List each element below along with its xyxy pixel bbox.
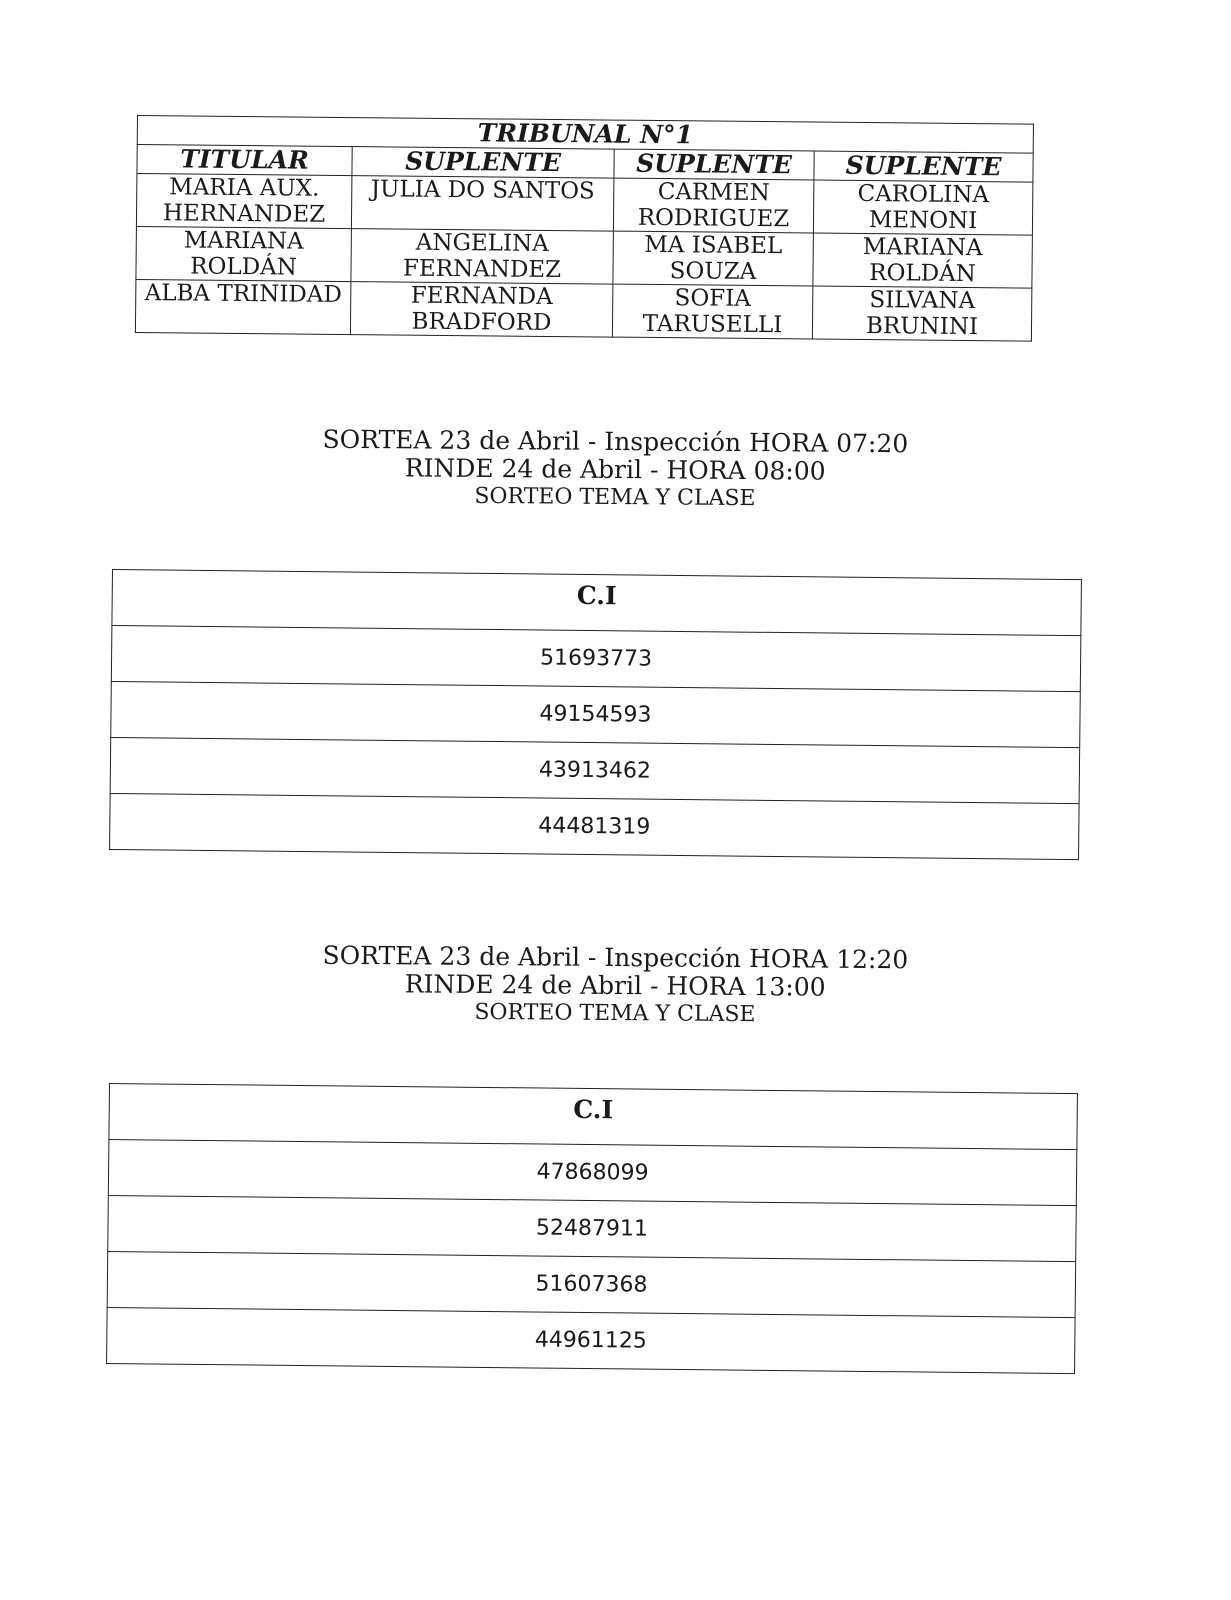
session-2-draw-line: SORTEA 23 de Abril - Inspección HORA 12:20 xyxy=(322,940,909,975)
table-cell: ALBA TRINIDAD xyxy=(135,279,350,334)
ci-value: 43913462 xyxy=(110,737,1080,803)
table-row xyxy=(110,737,1080,803)
table-cell: MA ISABEL SOUZA xyxy=(613,231,813,286)
table-row xyxy=(111,626,1081,692)
tribunal-table xyxy=(135,115,1034,342)
table-row xyxy=(108,1140,1077,1206)
header-suplente-1: SUPLENTE xyxy=(352,147,614,179)
session-1-draw-line: SORTEA 23 de Abril - Inspección HORA 07:20 xyxy=(322,424,909,459)
header-suplente-2: SUPLENTE xyxy=(614,149,814,180)
ci-value: 49154593 xyxy=(111,681,1081,747)
ci-header: C.I xyxy=(109,1084,1078,1150)
ci-value: 47868099 xyxy=(108,1140,1077,1206)
session-1-topic-line: SORTEO TEMA Y CLASE xyxy=(474,483,756,512)
ci-value: 44961125 xyxy=(107,1307,1076,1373)
ci-value: 44481319 xyxy=(110,793,1080,859)
header-suplente-3: SUPLENTE xyxy=(814,151,1033,182)
table-row xyxy=(136,174,1033,236)
table-cell: MARIANA ROLDÁN xyxy=(813,233,1033,288)
ci-value: 51693773 xyxy=(111,626,1081,692)
session-1-ci-table xyxy=(109,569,1082,860)
session-2-ci-table xyxy=(106,1083,1078,1374)
table-cell: SOFIA TARUSELLI xyxy=(612,284,812,339)
table-cell: CAROLINA MENONI xyxy=(813,180,1033,235)
session-2-topic-line: SORTEO TEMA Y CLASE xyxy=(474,999,756,1028)
ci-value: 51607368 xyxy=(107,1251,1076,1317)
table-row xyxy=(135,279,1032,341)
table-row xyxy=(107,1251,1076,1317)
table-cell: MARIA AUX. HERNANDEZ xyxy=(136,174,351,229)
ci-header-row xyxy=(112,570,1082,636)
table-row xyxy=(110,793,1080,859)
table-cell: JULIA DO SANTOS xyxy=(351,176,613,232)
table-row xyxy=(108,1195,1077,1261)
ci-value: 52487911 xyxy=(108,1195,1077,1261)
session-1-exam-line: RINDE 24 de Abril - HORA 08:00 xyxy=(404,453,826,486)
ci-header: C.I xyxy=(112,570,1082,636)
table-cell: CARMEN RODRIGUEZ xyxy=(613,178,813,233)
session-2-exam-line: RINDE 24 de Abril - HORA 13:00 xyxy=(404,969,826,1002)
table-cell: FERNANDA BRADFORD xyxy=(350,282,612,338)
session-1-heading xyxy=(0,423,1231,517)
tribunal-title: TRIBUNAL N°1 xyxy=(137,116,1033,154)
table-cell: ANGELINA FERNANDEZ xyxy=(351,229,613,285)
session-2-heading xyxy=(0,939,1231,1033)
table-cell: MARIANA ROLDÁN xyxy=(136,226,351,281)
header-titular: TITULAR xyxy=(137,145,352,176)
table-row xyxy=(111,681,1081,747)
table-row xyxy=(136,226,1033,288)
ci-header-row xyxy=(109,1084,1078,1150)
table-row xyxy=(107,1307,1076,1373)
table-cell: SILVANA BRUNINI xyxy=(812,286,1032,341)
